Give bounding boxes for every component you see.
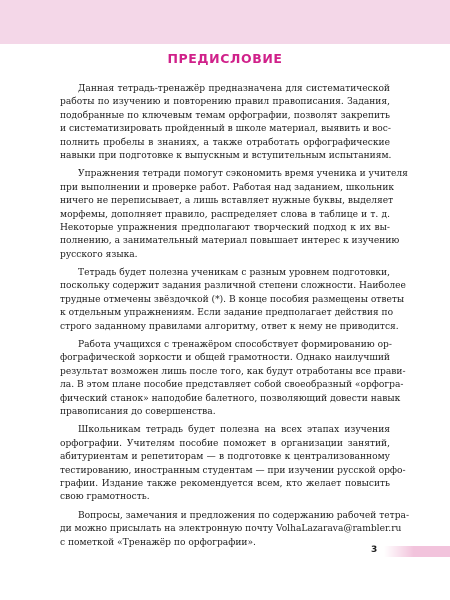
text-line: орфографии. Учителям пособие поможет в организации занятий, — [60, 438, 390, 449]
paragraph — [60, 510, 410, 550]
page-number: 3 — [371, 545, 378, 555]
page-number-bar — [384, 546, 450, 557]
text-line: строго заданному правилами алгоритму, ответ к нему не приводится. — [60, 321, 399, 332]
body-text — [60, 83, 410, 555]
paragraph — [60, 339, 406, 419]
text-line: Тетрадь будет полезна ученикам с разным уровнем подготовки, — [78, 268, 390, 279]
text-line: ничего не переписывает, а лишь вставляет нужные буквы, выделяет — [60, 196, 394, 207]
text-line: полнить пробелы в знаниях, а также отработать орфографические — [60, 137, 390, 148]
text-line: русского языка. — [60, 249, 138, 260]
text-line: тестированию, иностранным студентам — при изучении русской орфо- — [60, 465, 406, 476]
text-line: Некоторые упражнения предполагают творческий подход к их вы- — [60, 222, 390, 233]
text-line: абитуриентам и репетиторам — в подготовке к централизованному — [60, 452, 390, 463]
text-line: ла. В этом плане пособие представляет собой своеобразный «орфогра- — [60, 380, 404, 391]
text-line: Упражнения тетради помогут сэкономить время ученика и учителя — [78, 169, 408, 180]
text-line: Вопросы, замечания и предложения по содержанию рабочей тетра- — [78, 510, 410, 521]
text-line: навыки при подготовке к выпускным и вступительным испытаниям. — [60, 150, 392, 161]
paragraph — [60, 168, 408, 262]
page-heading: ПРЕДИСЛОВИЕ — [167, 51, 283, 66]
text-line: ди можно присылать на электронную почту VolhaLazarava@rambler.ru — [60, 524, 402, 535]
text-line: правописания до совершенства. — [60, 406, 216, 417]
text-line: подобранные по ключевым темам орфографии, позволят закрепить — [60, 110, 390, 121]
text-line: полнению, а занимательный материал повышает интерес к изучению — [60, 236, 400, 247]
text-line: графии. Издание также рекомендуется всем, кто желает повысить — [60, 478, 390, 489]
paragraph — [60, 267, 406, 334]
text-line: Данная тетрадь-тренажёр предназначена для систематической — [78, 84, 390, 94]
text-line: к отдельным упражнениям. Если задание предполагает действия по — [60, 308, 394, 319]
text-line: с пометкой «Тренажёр по орфографии». — [60, 537, 256, 548]
text-line: Школьникам тетрадь будет полезна на всех этапах изучения — [78, 425, 390, 436]
text-line: морфемы, дополняет правило, распределяет слова в таблице и т. д. — [60, 209, 390, 220]
text-line: фический станок» наподобие балетного, позволяющий довести навык — [60, 393, 401, 404]
text-line: фографической зоркости и общей грамотности. Однако наилучший — [60, 353, 390, 364]
paragraph — [60, 83, 390, 163]
text-line: поскольку содержит задания различной степени сложности. Наиболее — [60, 281, 406, 292]
paragraph — [60, 424, 406, 504]
text-line: работы по изучению и повторению правил правописания. Задания, — [60, 97, 390, 108]
text-line: результат возможен лишь после того, как будут отработаны все прави- — [60, 366, 406, 377]
header-band — [0, 0, 450, 44]
text-line: Работа учащихся с тренажёром способствует формированию ор- — [78, 340, 392, 351]
text-line: трудные отмечены звёздочкой (*). В конце пособия размещены ответы — [60, 294, 405, 305]
text-line: и систематизировать пройденный в школе материал, выявить и вос- — [60, 124, 391, 135]
text-line: при выполнении и проверке работ. Работая над заданием, школьник — [60, 182, 395, 193]
text-line: свою грамотность. — [60, 492, 150, 503]
